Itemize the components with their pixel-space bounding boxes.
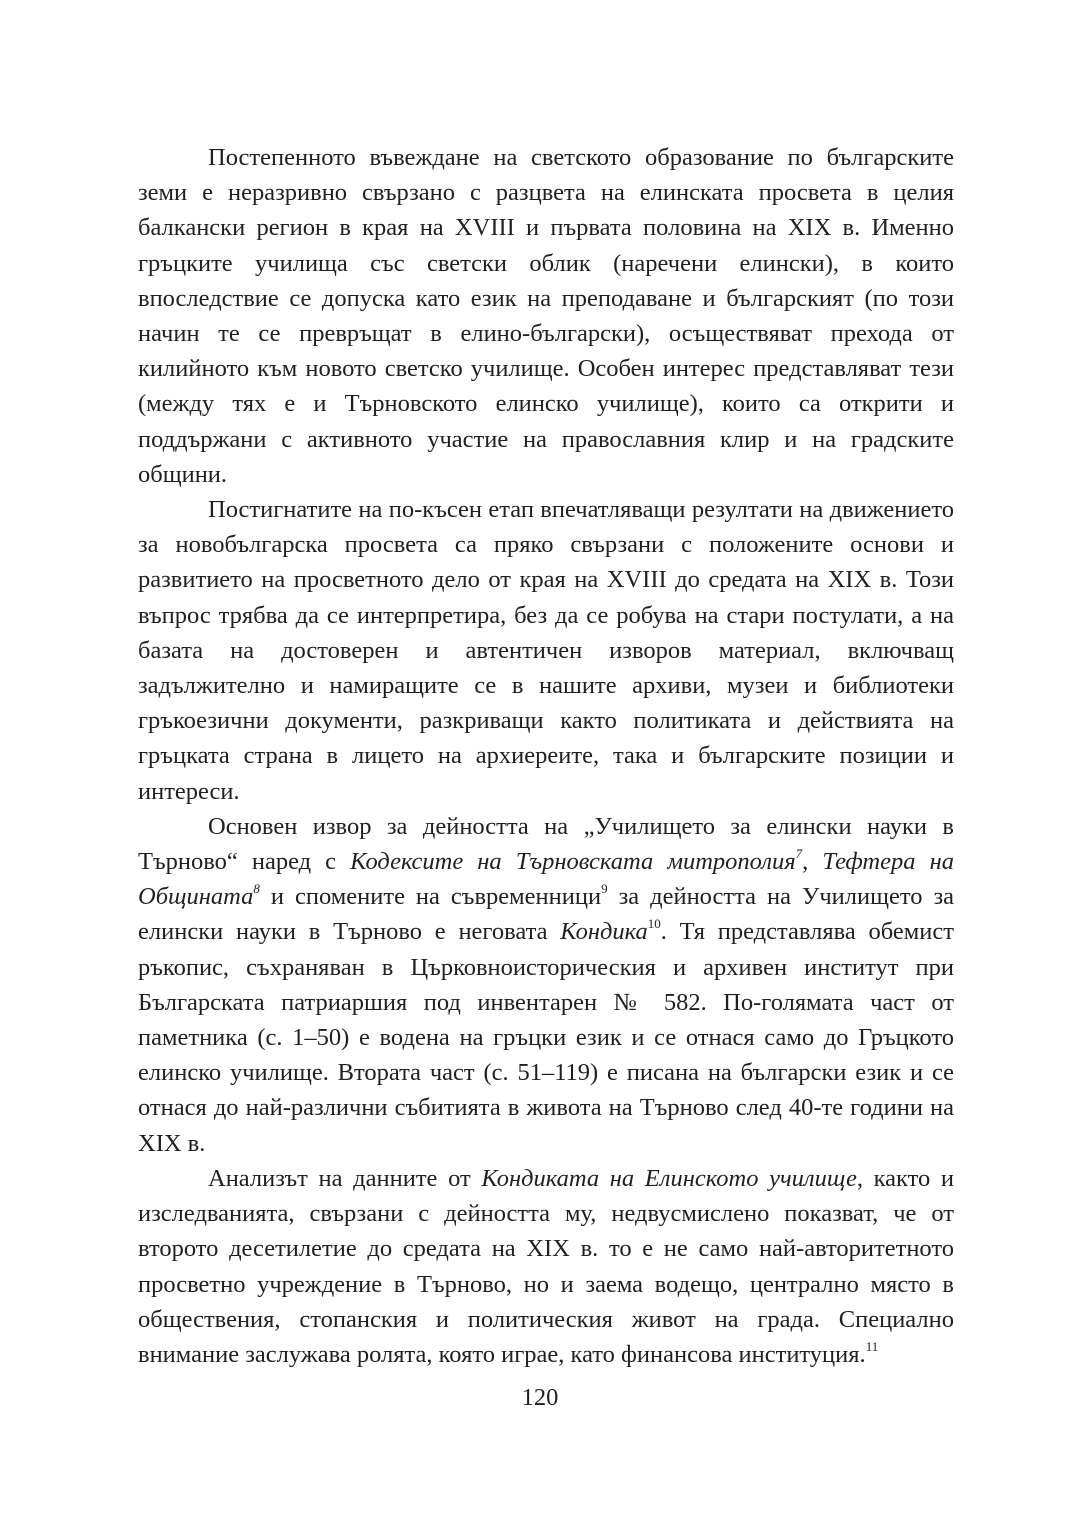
italic-title: Кондика <box>560 918 648 946</box>
footnote-reference: 8 <box>253 881 260 897</box>
text-run: , <box>802 848 823 876</box>
italic-title: Кондиката на Елинското училище <box>481 1164 857 1192</box>
paragraph <box>138 1161 954 1372</box>
text-run: , както и изследванията, свързани с дейността му, недвусмислено показват, че от второто десетилетие до средата на XIX в. то е не само най-авторитетното просветно учреждение в Търново, но и заема водещо, централно място в обществения, стопанския и политическия живот на града. Специално внимание заслужава ролята, която играе, като финансова институция. <box>138 1164 954 1368</box>
paragraph <box>138 809 954 1161</box>
italic-title: Кодексите на Търновската митрополия <box>350 848 796 876</box>
footnote-reference: 9 <box>601 881 608 897</box>
text-run: Основен извор за дейността на „Училището за елински науки в Търново“ наред с <box>138 812 954 876</box>
footnote-reference: 10 <box>647 916 661 932</box>
footnote-reference: 7 <box>795 845 803 861</box>
page-number: 120 <box>521 1384 559 1411</box>
text-run: за дейността на Училището за елински науки в Търново е неговата <box>138 883 955 946</box>
text-run: Анализът на данните от <box>208 1164 482 1192</box>
text-run: Постигнатите на по-късен етап впечатляващи резултати на движението за новобългарска просвета са пряко свързани с положените основи и развитието на просветното дело от края на XVIII до средата на XIX в. Този въпрос трябва да се интерпретира, без да се робува на стари постулати, а на базата на достоверен и автентичен изворов материал, включващ задължително и намиращите се в нашите архиви, музеи и библиотеки гръкоезични документи, разкриващи както политиката и действията на гръцката страна в лицето на архиереите, така и българските позиции и интереси. <box>138 496 954 805</box>
text-run: и спомените на съвременници <box>259 883 602 911</box>
footnote-reference: 11 <box>865 1338 879 1354</box>
paragraph <box>138 492 954 809</box>
italic-title: Тефтера на Общината <box>138 848 954 911</box>
body-text <box>138 140 954 1372</box>
text-run: . Тя представлява обемист ръкопис, съхраняван в Църковноисторическия и архивен институт при Българската патриаршия под инвентарен № 582. По-голямата част от паметника (с. 1–50) е водена на гръцки език и се отнася само до Гръцкото елинско училище. Втората част (с. 51–119) е писана на български език и се отнася до най-различни събитията в живота на Търново след 40-те години на XIX в. <box>138 918 954 1157</box>
paragraph <box>138 140 954 492</box>
text-run: Постепенното въвеждане на светското образование по българските земи е неразривно свързано с разцвета на елинската просвета в целия балкански регион в края на XVIII и първата половина на XIX в. Именно гръцките училища със светски облик (наречени елински), в които впоследствие се допуска като език на преподаване и българският (по този начин те се превръщат в елино-български), осъществяват прехода от килийното към новото светско училище. Особен интерес представляват тези (между тях е и Търновското елинско училище), които са открити и поддържани с активното участие на православния клир и на градските общини. <box>138 144 954 488</box>
